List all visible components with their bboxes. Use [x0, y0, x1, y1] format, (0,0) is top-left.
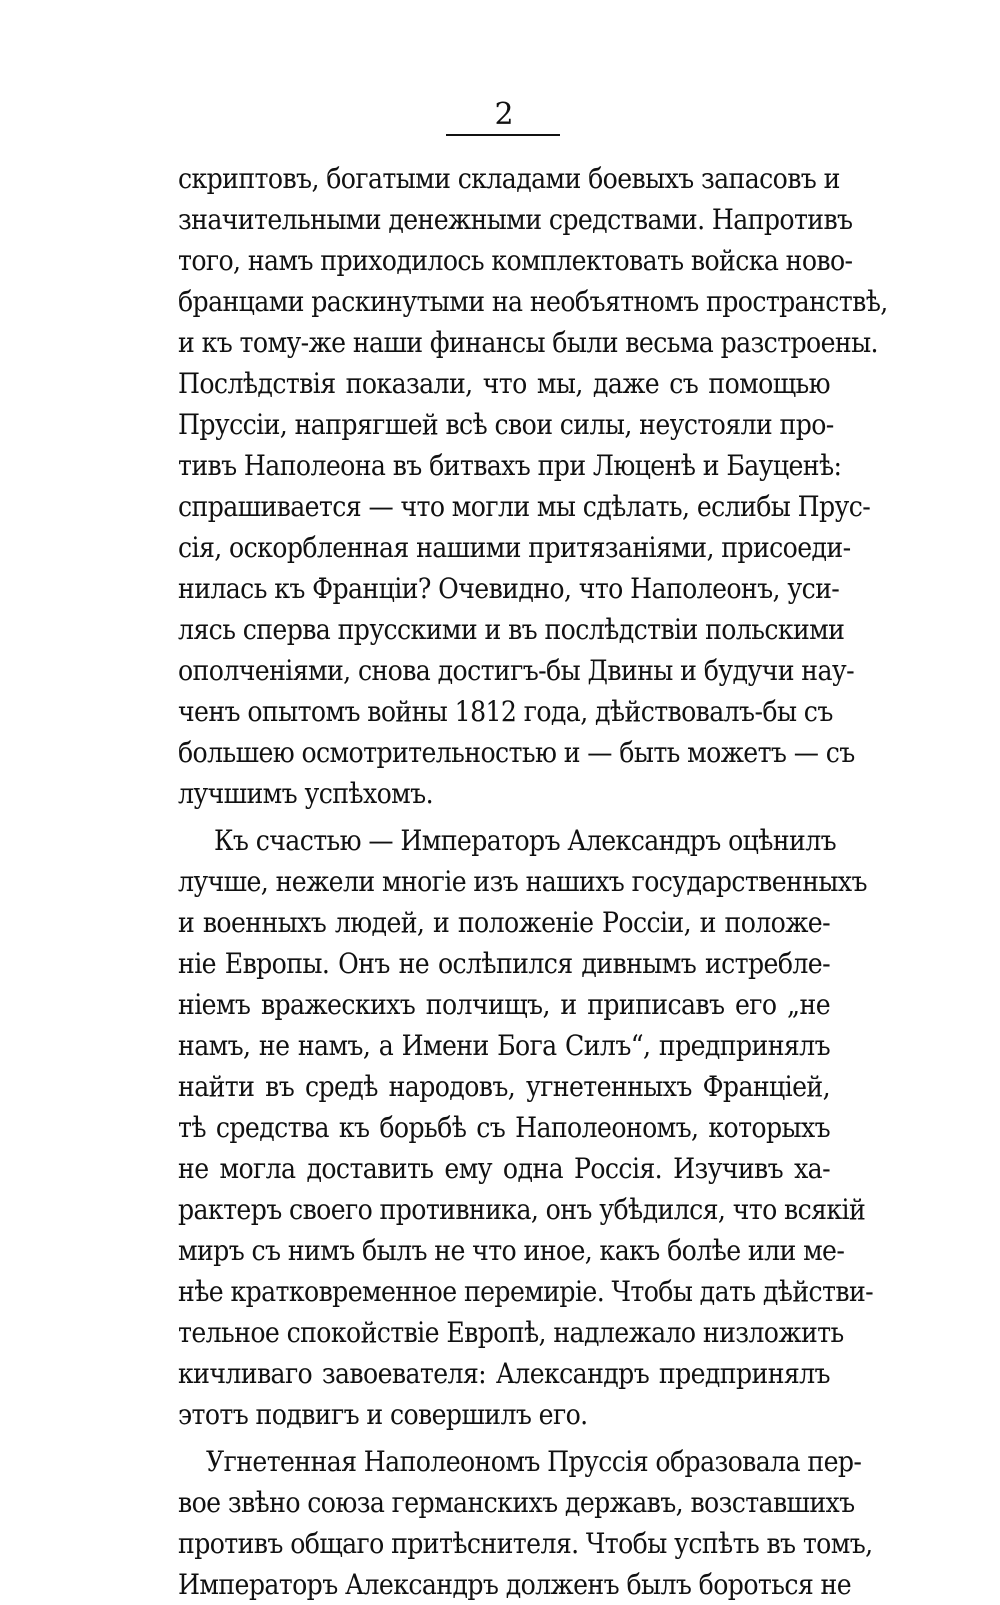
text-line: того, намъ приходилось комплектовать войска ново-	[178, 244, 853, 277]
text-line: кичливаго завоевателя: Александръ предпринялъ	[178, 1357, 830, 1390]
text-line: найти въ средѣ народовъ, угнетенныхъ Франціей,	[178, 1070, 830, 1103]
text-line: Къ счастью — Императоръ Александръ оцѣнилъ	[214, 824, 837, 857]
text-line: тивъ Наполеона въ битвахъ при Люценѣ и Бауценѣ:	[178, 449, 842, 482]
text-line: и военныхъ людей, и положеніе Россіи, и положе-	[178, 906, 830, 939]
text-line: ніемъ вражескихъ полчищъ, и приписавъ его „не	[178, 988, 830, 1021]
text-line: лясь сперва прусскими и въ послѣдствіи польскими	[178, 613, 845, 646]
text-line: вое звѣно союза германскихъ державъ, возставшихъ	[178, 1486, 855, 1519]
text-line: Угнетенная Наполеономъ Пруссія образовала пер-	[206, 1445, 862, 1478]
text-line: миръ съ нимъ былъ не что иное, какъ болѣе или ме-	[178, 1234, 845, 1267]
text-line: тельное спокойствіе Европѣ, надлежало низложить	[178, 1316, 844, 1349]
page-number: 2	[494, 97, 514, 132]
text-line: нѣе кратковременное перемиріе. Чтобы дать дѣйстви-	[178, 1275, 874, 1308]
text-line: противъ общаго притѣснителя. Чтобы успѣть въ томъ,	[178, 1527, 873, 1560]
text-line: этотъ подвигъ и совершилъ его.	[178, 1398, 588, 1431]
body-text	[178, 158, 888, 1605]
text-line: и къ тому-же наши финансы были весьма разстроены.	[178, 326, 878, 359]
text-line: скриптовъ, богатыми складами боевыхъ запасовъ и	[178, 162, 840, 195]
text-line: ченъ опытомъ войны 1812 года, дѣйствовалъ-бы съ	[178, 695, 833, 728]
text-line: намъ, не намъ, а Имени Бога Силъ“, предпринялъ	[178, 1029, 830, 1062]
text-line: спрашивается — что могли мы сдѣлать, еслибы Прус-	[178, 490, 871, 523]
paragraph	[178, 1441, 873, 1605]
text-line: большею осмотрительностью и — быть можетъ — съ	[178, 736, 855, 769]
text-line: Пруссіи, напрягшей всѣ свои силы, неустояли про-	[178, 408, 834, 441]
paragraph	[178, 158, 888, 814]
text-line: лучшимъ успѣхомъ.	[178, 777, 433, 810]
text-line: нилась къ Франціи? Очевидно, что Наполеонъ, уси-	[178, 572, 840, 605]
paragraph	[178, 820, 874, 1435]
text-line: бранцами раскинутыми на необъятномъ пространствѣ,	[178, 285, 888, 318]
text-line: сія, оскорбленная нашими притязаніями, присоеди-	[178, 531, 851, 564]
text-line: ополченіями, снова достигъ-бы Двины и будучи нау-	[178, 654, 855, 687]
text-line: не могла доставить ему одна Россія. Изучивъ ха-	[178, 1152, 830, 1185]
text-line: Послѣдствія показали, что мы, даже съ помощью	[178, 367, 830, 400]
text-line: тѣ средства къ борьбѣ съ Наполеономъ, которыхъ	[178, 1111, 830, 1144]
text-line: лучше, нежели многіе изъ нашихъ государственныхъ	[178, 865, 867, 898]
text-line: ніе Европы. Онъ не ослѣпился дивнымъ истребле-	[178, 947, 830, 980]
text-line: рактеръ своего противника, онъ убѣдился, что всякій	[178, 1193, 866, 1226]
text-line: значительными денежными средствами. Напротивъ	[178, 203, 853, 236]
page-number-rule	[446, 134, 560, 136]
text-line: Императоръ Александръ долженъ былъ бороться не	[178, 1568, 852, 1601]
